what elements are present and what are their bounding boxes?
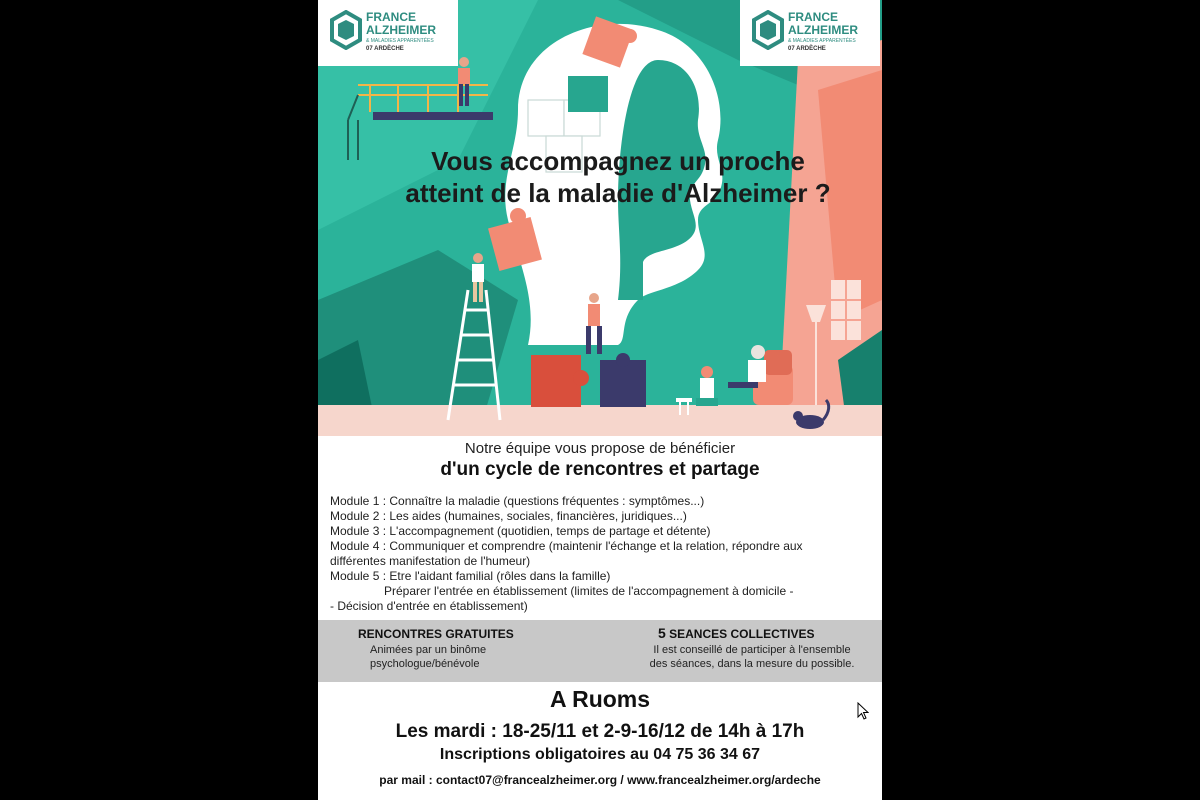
location-title: A Ruoms: [549, 686, 651, 712]
headline-line-1: Vous accompagnez un proche: [431, 146, 805, 176]
module-line: Module 2 : Les aides (humaines, sociales, financières, juridiques...): [330, 509, 687, 523]
info-right-line-2: des séances, dans la mesure du possible.: [649, 658, 855, 670]
info-right-line-1: Il est conseillé de participer à l'ensemble: [653, 644, 851, 656]
logo-right: [740, 0, 880, 66]
logo-line-3: & MALADIES APPARENTÉES: [366, 38, 434, 44]
logo-line-4: 07 ARDÈCHE: [366, 46, 404, 52]
info-left-line-2: psychologue/bénévole: [370, 658, 480, 670]
mouse-cursor-icon: [857, 702, 869, 720]
info-right-title-text: SEANCES COLLECTIVES: [665, 627, 815, 641]
logo-left: [318, 0, 458, 66]
module-line: différentes manifestation de l'humeur): [330, 554, 531, 568]
france-alzheimer-logo-icon: [752, 10, 784, 50]
poster-illustration: [318, 0, 882, 436]
modules-list: [330, 494, 875, 614]
info-left-line-1: Animées par un binôme: [370, 644, 487, 656]
logo-line-1: FRANCE: [788, 10, 838, 24]
intro-line-2: d'un cycle de rencontres et partage: [440, 459, 760, 480]
logo-line-1: FRANCE: [366, 10, 416, 24]
intro-line-1: Notre équipe vous propose de bénéficier: [464, 440, 736, 457]
info-right-number: 5: [658, 625, 666, 641]
contact-line: par mail : contact07@francealzheimer.org / www.francealzheimer.org/ardeche: [379, 773, 821, 787]
headline-line-2: atteint de la maladie d'Alzheimer ?: [405, 178, 831, 208]
module-line: Module 3 : L'accompagnement (quotidien, temps de partage et détente): [330, 524, 711, 538]
module-line: Module 4 : Communiquer et comprendre (maintenir l'échange et la relation, répondre aux: [330, 539, 803, 553]
info-left-title: RENCONTRES GRATUITES: [358, 627, 514, 641]
poster: [318, 0, 882, 800]
france-alzheimer-logo-icon: [330, 10, 362, 50]
module-line: Préparer l'entrée en établissement (limites de l'accompagnement à domicile -: [384, 584, 794, 598]
logo-line-2: ALZHEIMER: [366, 23, 436, 37]
registration-phone: Inscriptions obligatoires au 04 75 36 34 67: [439, 746, 761, 763]
module-line: - Décision d'entrée en établissement): [330, 599, 528, 613]
logo-line-2: ALZHEIMER: [788, 23, 858, 37]
headline: [358, 145, 878, 209]
info-right-title: [658, 625, 814, 641]
logo-line-3: & MALADIES APPARENTÉES: [788, 38, 856, 44]
module-line: Module 5 : Etre l'aidant familial (rôles dans la famille): [330, 569, 611, 583]
logo-line-4: 07 ARDÈCHE: [788, 46, 826, 52]
module-line: Module 1 : Connaître la maladie (questions fréquentes : symptômes...): [330, 494, 705, 508]
session-dates: Les mardi : 18-25/11 et 2-9-16/12 de 14h à 17h: [395, 721, 805, 742]
